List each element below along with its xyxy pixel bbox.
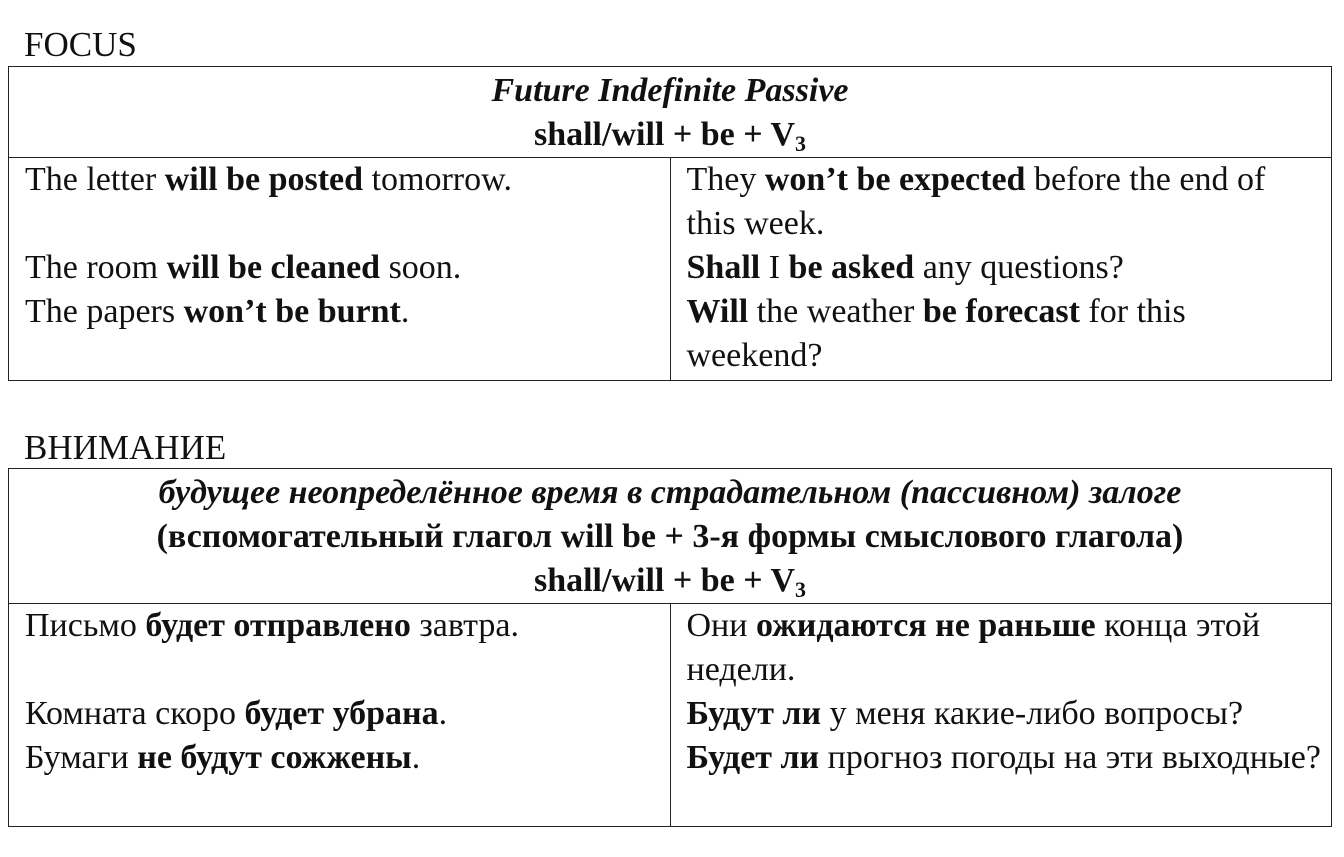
attention-subtitle: (вспомогательный глагол will be + 3-я формы смыслового глагола) <box>156 518 1184 555</box>
focus-example <box>687 158 1322 246</box>
text-run: the weather <box>748 293 923 330</box>
text-run: soon. <box>380 249 462 286</box>
attention-title: будущее неопределённое время в страдательном (пассивном) залоге <box>158 474 1182 511</box>
focus-example <box>25 158 660 246</box>
bold-phrase: be forecast <box>922 293 1080 330</box>
text-run: I <box>760 249 789 286</box>
text-run: . <box>411 739 421 776</box>
focus-title: Future Indefinite Passive <box>491 72 849 109</box>
text-run: before the end of this week. <box>686 161 1266 242</box>
focus-header <box>9 67 1332 158</box>
focus-examples-right <box>670 158 1332 381</box>
attention-header <box>9 469 1332 604</box>
text-run: прогноз погоды на эти выходные? <box>819 739 1321 776</box>
focus-example <box>25 246 660 290</box>
bold-phrase: Will <box>686 293 749 330</box>
focus-example <box>687 246 1322 290</box>
focus-example <box>687 290 1322 378</box>
text-run: Письмо <box>25 607 146 644</box>
attention-example <box>687 692 1322 736</box>
attention-examples-right <box>670 604 1332 827</box>
bold-phrase: Shall <box>686 249 761 286</box>
bold-phrase: will be posted <box>164 161 364 198</box>
focus-formula <box>15 113 1325 157</box>
text-run: for this weekend? <box>686 293 1186 374</box>
attention-formula-subscript: 3 <box>795 577 807 602</box>
text-run: завтра. <box>410 607 519 644</box>
text-run: tomorrow. <box>363 161 512 198</box>
attention-formula-text: shall/will + be + V <box>533 562 796 599</box>
bold-phrase: Будут ли <box>686 695 822 732</box>
bold-phrase: won’t be burnt <box>183 293 401 330</box>
text-run: The letter <box>25 161 165 198</box>
text-run: Комната скоро <box>25 695 245 732</box>
focus-formula-subscript: 3 <box>795 131 807 156</box>
attention-example <box>687 736 1322 780</box>
text-run: . <box>438 695 448 732</box>
bold-phrase: будет отправлено <box>145 607 411 644</box>
bold-phrase: will be cleaned <box>166 249 381 286</box>
focus-example <box>25 290 660 334</box>
bold-phrase: be asked <box>788 249 915 286</box>
bold-phrase: Будет ли <box>686 739 820 776</box>
attention-formula <box>15 559 1325 603</box>
attention-example <box>25 604 660 692</box>
bold-phrase: ожидаются не раньше <box>755 607 1096 644</box>
text-run: конца этой недели. <box>686 607 1261 688</box>
text-run: Бумаги <box>25 739 138 776</box>
text-run: у меня какие-либо вопросы? <box>821 695 1244 732</box>
text-run: . <box>400 293 410 330</box>
text-run: Они <box>686 607 756 644</box>
attention-example <box>25 692 660 736</box>
text-run: The room <box>25 249 167 286</box>
focus-label: FOCUS <box>24 25 137 64</box>
attention-label: ВНИМАНИЕ <box>24 428 227 467</box>
bold-phrase: будет убрана <box>244 695 439 732</box>
attention-example <box>25 736 660 780</box>
focus-table <box>8 66 1332 381</box>
attention-example <box>687 604 1322 692</box>
text-run: They <box>686 161 765 198</box>
bold-phrase: won’t be expected <box>764 161 1026 198</box>
focus-formula-text: shall/will + be + V <box>533 116 796 153</box>
attention-table <box>8 468 1332 827</box>
bold-phrase: не будут сожжены <box>137 739 412 776</box>
focus-examples-left <box>9 158 671 381</box>
text-run: The papers <box>25 293 184 330</box>
attention-examples-left <box>9 604 671 827</box>
text-run: any questions? <box>914 249 1124 286</box>
